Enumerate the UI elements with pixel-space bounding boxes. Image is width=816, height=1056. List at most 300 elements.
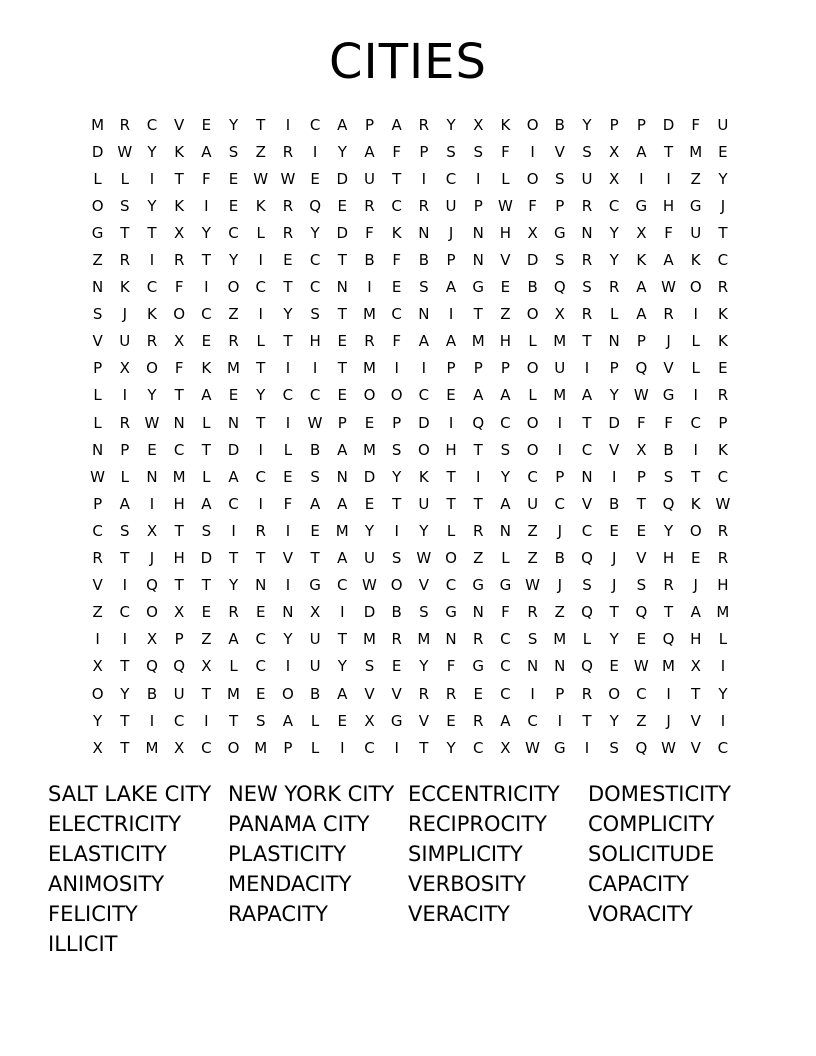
- word-list-item: PANAMA CITY: [228, 812, 370, 836]
- grid-letter: V: [418, 711, 429, 730]
- grid-letter: A: [119, 494, 130, 513]
- grid-letter: X: [174, 332, 185, 351]
- grid-letter: P: [636, 115, 646, 134]
- grid-letter: G: [309, 576, 321, 595]
- grid-letter: T: [473, 440, 483, 459]
- grid-letter: P: [718, 413, 728, 432]
- grid-letter: E: [201, 115, 212, 134]
- grid-letter: S: [391, 440, 402, 459]
- grid-letter: M: [227, 684, 240, 703]
- grid-letter: Z: [527, 521, 538, 540]
- grid-letter: M: [662, 657, 675, 676]
- grid-letter: W: [362, 576, 377, 595]
- grid-letter: Q: [173, 657, 186, 676]
- grid-letter: G: [472, 278, 485, 297]
- grid-letter: R: [663, 576, 674, 595]
- word-list-item: RECIPROCITY: [408, 812, 548, 836]
- grid-row: [84, 274, 744, 301]
- grid-letter: C: [690, 413, 701, 432]
- grid-letter: E: [337, 711, 348, 730]
- grid-letter: Y: [228, 115, 239, 134]
- grid-letter: A: [228, 630, 239, 649]
- grid-letter: L: [93, 413, 102, 432]
- grid-letter: N: [581, 223, 593, 242]
- grid-letter: X: [609, 142, 620, 161]
- grid-letter: F: [365, 223, 374, 242]
- grid-letter: Q: [635, 359, 648, 378]
- grid-letter: P: [473, 359, 483, 378]
- grid-letter: O: [390, 576, 403, 595]
- grid-letter: O: [227, 738, 240, 757]
- grid-letter: O: [689, 521, 702, 540]
- grid-letter: P: [446, 251, 456, 270]
- grid-letter: S: [446, 142, 456, 161]
- grid-letter: Q: [635, 738, 648, 757]
- grid-letter: T: [201, 440, 211, 459]
- word-list-item: PLASTICITY: [228, 842, 347, 866]
- grid-letter: I: [285, 115, 291, 134]
- word-list: [48, 779, 768, 959]
- grid-letter: T: [120, 738, 130, 757]
- grid-letter: T: [283, 332, 293, 351]
- grid-letter: P: [174, 630, 184, 649]
- grid-letter: O: [526, 115, 539, 134]
- grid-letter: E: [690, 549, 701, 568]
- grid-letter: R: [364, 332, 375, 351]
- grid-letter: E: [337, 332, 348, 351]
- grid-letter: C: [717, 738, 729, 757]
- word-list-item: ELECTRICITY: [48, 812, 182, 836]
- grid-letter: T: [174, 576, 184, 595]
- grid-letter: G: [472, 657, 485, 676]
- grid-letter: I: [720, 711, 726, 730]
- grid-letter: O: [445, 549, 457, 568]
- grid-letter: N: [472, 223, 484, 242]
- grid-letter: Z: [92, 251, 103, 270]
- grid-letter: B: [554, 115, 565, 134]
- grid-letter: U: [418, 494, 430, 513]
- grid-letter: O: [526, 169, 539, 188]
- grid-letter: S: [609, 738, 619, 757]
- grid-letter: B: [609, 494, 620, 513]
- grid-letter: K: [717, 305, 728, 324]
- grid-letter: A: [445, 278, 457, 297]
- grid-letter: C: [500, 630, 511, 649]
- grid-letter: F: [637, 413, 646, 432]
- grid-letter: I: [720, 657, 726, 676]
- grid-letter: R: [92, 549, 103, 568]
- grid-letter: W: [90, 467, 106, 486]
- grid-row: [84, 111, 744, 138]
- grid-letter: E: [201, 603, 212, 622]
- grid-letter: A: [581, 386, 593, 405]
- grid-row: [84, 165, 744, 192]
- word-list-item: DOMESTICITY: [588, 782, 731, 806]
- grid-letter: O: [227, 278, 240, 297]
- grid-letter: T: [256, 359, 266, 378]
- grid-letter: I: [258, 305, 263, 324]
- grid-letter: T: [228, 549, 239, 568]
- grid-letter: Y: [718, 684, 728, 703]
- grid-letter: C: [554, 494, 566, 513]
- grid-letter: E: [391, 278, 402, 297]
- grid-letter: A: [282, 711, 294, 730]
- grid-letter: S: [92, 305, 103, 324]
- grid-letter: Q: [581, 549, 593, 568]
- grid-letter: W: [253, 169, 269, 188]
- grid-letter: R: [418, 115, 430, 134]
- grid-letter: E: [718, 142, 728, 161]
- grid-letter: S: [582, 278, 592, 297]
- grid-letter: E: [283, 467, 293, 486]
- grid-letter: A: [309, 494, 321, 513]
- grid-letter: I: [204, 278, 209, 297]
- grid-letter: C: [527, 711, 538, 730]
- grid-letter: L: [310, 711, 320, 730]
- grid-letter: M: [145, 738, 159, 757]
- grid-letter: O: [91, 196, 104, 215]
- grid-letter: Y: [582, 115, 592, 134]
- grid-letter: F: [446, 657, 456, 676]
- grid-letter: Y: [147, 142, 157, 161]
- grid-letter: I: [557, 440, 562, 459]
- grid-letter: J: [448, 223, 454, 242]
- grid-letter: A: [337, 684, 348, 703]
- grid-letter: V: [636, 549, 647, 568]
- grid-letter: C: [255, 278, 266, 297]
- grid-letter: S: [364, 657, 375, 676]
- grid-letter: O: [363, 386, 376, 405]
- grid-letter: M: [417, 630, 431, 649]
- grid-letter: W: [497, 196, 513, 215]
- grid-letter: I: [285, 359, 291, 378]
- grid-letter: F: [501, 142, 510, 161]
- grid-letter: N: [173, 413, 185, 432]
- grid-letter: Y: [609, 711, 619, 730]
- grid-letter: M: [553, 386, 567, 405]
- grid-letter: G: [91, 223, 104, 242]
- grid-letter: R: [717, 549, 729, 568]
- grid-letter: Y: [446, 738, 456, 757]
- grid-letter: V: [690, 738, 701, 757]
- grid-letter: R: [581, 251, 593, 270]
- grid-letter: Q: [553, 278, 566, 297]
- grid-letter: R: [228, 603, 239, 622]
- word-list-item: SALT LAKE CITY: [48, 782, 212, 806]
- grid-letter: L: [283, 440, 293, 459]
- grid-letter: C: [418, 386, 430, 405]
- grid-letter: U: [363, 169, 375, 188]
- grid-row: [84, 490, 744, 517]
- grid-row: [84, 436, 744, 463]
- grid-letter: P: [364, 115, 374, 134]
- grid-letter: L: [93, 169, 102, 188]
- grid-letter: X: [636, 223, 647, 242]
- word-list-item: MENDACITY: [228, 872, 352, 896]
- grid-letter: I: [530, 142, 535, 161]
- grid-letter: U: [309, 630, 321, 649]
- grid-letter: I: [340, 738, 345, 757]
- grid-letter: W: [416, 549, 432, 568]
- grid-letter: E: [364, 494, 375, 513]
- grid-letter: M: [254, 738, 268, 757]
- grid-letter: Z: [500, 305, 511, 324]
- grid-letter: I: [312, 359, 318, 378]
- grid-letter: T: [337, 630, 347, 649]
- grid-letter: V: [418, 576, 429, 595]
- grid-letter: S: [310, 467, 320, 486]
- grid-letter: B: [309, 440, 321, 459]
- grid-letter: C: [255, 657, 266, 676]
- grid-letter: C: [146, 278, 158, 297]
- grid-letter: E: [364, 413, 375, 432]
- grid-letter: T: [337, 305, 347, 324]
- grid-letter: L: [120, 467, 129, 486]
- grid-letter: S: [582, 576, 592, 595]
- grid-letter: T: [419, 738, 429, 757]
- word-list-item: ANIMOSITY: [48, 872, 165, 896]
- grid-letter: Y: [392, 467, 402, 486]
- grid-letter: J: [666, 332, 671, 351]
- grid-letter: S: [419, 278, 429, 297]
- grid-letter: N: [418, 305, 430, 324]
- grid-letter: F: [174, 278, 184, 297]
- grid-letter: I: [204, 711, 209, 730]
- grid-letter: P: [609, 359, 619, 378]
- grid-letter: Y: [663, 521, 674, 540]
- grid-row: [84, 328, 744, 355]
- grid-letter: M: [689, 142, 703, 161]
- grid-letter: D: [662, 115, 675, 134]
- grid-letter: P: [636, 332, 646, 351]
- grid-letter: C: [581, 440, 593, 459]
- grid-letter: R: [581, 196, 593, 215]
- grid-letter: Y: [283, 630, 293, 649]
- grid-letter: A: [636, 142, 647, 161]
- grid-letter: C: [173, 440, 185, 459]
- grid-letter: P: [283, 738, 293, 757]
- grid-letter: R: [418, 684, 430, 703]
- grid-letter: R: [581, 684, 593, 703]
- grid-letter: C: [146, 115, 158, 134]
- grid-letter: C: [364, 738, 375, 757]
- grid-letter: Y: [609, 386, 619, 405]
- grid-letter: V: [609, 440, 620, 459]
- grid-letter: E: [283, 251, 293, 270]
- grid-letter: U: [554, 359, 566, 378]
- grid-letter: X: [201, 657, 212, 676]
- grid-letter: B: [364, 251, 375, 270]
- grid-letter: W: [525, 576, 541, 595]
- grid-letter: O: [146, 603, 158, 622]
- grid-letter: C: [500, 657, 511, 676]
- grid-letter: R: [282, 223, 294, 242]
- grid-letter: C: [717, 467, 729, 486]
- grid-letter: E: [500, 278, 511, 297]
- grid-letter: J: [557, 521, 562, 540]
- grid-letter: R: [255, 521, 266, 540]
- grid-letter: G: [553, 738, 566, 757]
- grid-letter: W: [307, 413, 323, 432]
- letter-grid: [84, 111, 744, 761]
- grid-letter: A: [391, 115, 402, 134]
- grid-letter: H: [690, 630, 702, 649]
- grid-letter: I: [258, 494, 263, 513]
- grid-letter: I: [666, 684, 671, 703]
- grid-letter: V: [364, 684, 375, 703]
- grid-letter: B: [418, 251, 429, 270]
- grid-letter: H: [499, 332, 512, 351]
- grid-letter: A: [636, 278, 647, 297]
- grid-letter: R: [663, 305, 674, 324]
- grid-letter: Q: [662, 494, 675, 513]
- grid-letter: D: [336, 223, 349, 242]
- grid-letter: D: [336, 169, 349, 188]
- grid-letter: C: [472, 738, 484, 757]
- grid-letter: X: [174, 738, 185, 757]
- grid-letter: S: [473, 142, 483, 161]
- grid-letter: Y: [337, 142, 347, 161]
- grid-letter: I: [666, 169, 671, 188]
- grid-letter: U: [690, 223, 702, 242]
- grid-letter: A: [201, 386, 212, 405]
- grid-letter: K: [174, 142, 185, 161]
- word-list-item: FELICITY: [48, 902, 138, 926]
- grid-letter: N: [472, 251, 484, 270]
- grid-letter: L: [582, 630, 592, 649]
- grid-letter: C: [201, 738, 212, 757]
- grid-letter: M: [362, 630, 376, 649]
- grid-letter: Q: [146, 657, 158, 676]
- grid-letter: T: [691, 467, 701, 486]
- grid-letter: O: [608, 684, 621, 703]
- grid-letter: N: [499, 521, 512, 540]
- grid-letter: E: [636, 521, 647, 540]
- grid-letter: U: [527, 494, 539, 513]
- grid-letter: C: [445, 576, 457, 595]
- grid-letter: I: [149, 251, 155, 270]
- grid-letter: M: [362, 440, 376, 459]
- grid-letter: T: [718, 223, 728, 242]
- grid-letter: Z: [690, 169, 701, 188]
- grid-letter: D: [418, 413, 430, 432]
- grid-letter: C: [636, 684, 647, 703]
- grid-letter: U: [581, 169, 593, 188]
- grid-letter: E: [718, 359, 728, 378]
- grid-letter: A: [418, 332, 429, 351]
- grid-letter: W: [633, 386, 649, 405]
- grid-letter: M: [362, 305, 376, 324]
- grid-letter: A: [473, 386, 484, 405]
- grid-letter: L: [93, 386, 102, 405]
- grid-letter: I: [312, 142, 318, 161]
- grid-letter: I: [639, 169, 644, 188]
- grid-letter: I: [611, 467, 617, 486]
- grid-letter: C: [581, 521, 593, 540]
- grid-letter: T: [147, 223, 157, 242]
- grid-letter: K: [119, 278, 130, 297]
- grid-letter: N: [608, 332, 620, 351]
- grid-letter: I: [693, 386, 698, 405]
- grid-letter: T: [691, 684, 701, 703]
- grid-letter: X: [309, 603, 321, 622]
- grid-letter: Z: [228, 305, 239, 324]
- grid-letter: V: [690, 711, 701, 730]
- grid-letter: T: [310, 549, 320, 568]
- grid-letter: G: [472, 576, 485, 595]
- grid-letter: E: [609, 521, 619, 540]
- grid-letter: Y: [283, 305, 293, 324]
- grid-letter: X: [500, 738, 511, 757]
- grid-letter: S: [419, 603, 429, 622]
- grid-letter: H: [445, 440, 457, 459]
- grid-letter: R: [119, 251, 130, 270]
- grid-letter: V: [282, 549, 294, 568]
- grid-letter: I: [421, 359, 427, 378]
- grid-letter: N: [227, 413, 240, 432]
- grid-letter: Y: [609, 630, 619, 649]
- grid-letter: B: [663, 440, 674, 459]
- grid-letter: X: [174, 603, 185, 622]
- grid-letter: T: [582, 413, 592, 432]
- grid-letter: P: [392, 413, 402, 432]
- grid-letter: C: [228, 223, 239, 242]
- grid-letter: G: [445, 603, 457, 622]
- grid-letter: L: [446, 521, 456, 540]
- grid-letter: J: [149, 549, 155, 568]
- grid-letter: L: [528, 386, 537, 405]
- grid-letter: C: [500, 684, 511, 703]
- grid-letter: A: [201, 142, 212, 161]
- grid-row: [84, 192, 744, 219]
- grid-letter: C: [201, 305, 212, 324]
- grid-letter: X: [473, 115, 484, 134]
- grid-letter: W: [144, 413, 160, 432]
- grid-letter: D: [363, 467, 376, 486]
- grid-letter: H: [662, 549, 675, 568]
- grid-letter: C: [527, 467, 538, 486]
- grid-row: [84, 219, 744, 246]
- grid-letter: I: [122, 386, 127, 405]
- grid-letter: T: [473, 305, 483, 324]
- grid-letter: L: [256, 332, 265, 351]
- grid-letter: A: [337, 494, 348, 513]
- grid-letter: S: [310, 305, 320, 324]
- grid-letter: V: [92, 576, 103, 595]
- grid-letter: Q: [472, 413, 485, 432]
- grid-letter: W: [525, 738, 541, 757]
- grid-letter: J: [720, 196, 726, 215]
- grid-letter: V: [174, 115, 185, 134]
- grid-letter: T: [337, 251, 347, 270]
- grid-letter: G: [553, 223, 566, 242]
- grid-letter: W: [661, 278, 676, 297]
- grid-letter: K: [500, 115, 511, 134]
- grid-letter: E: [337, 196, 348, 215]
- grid-letter: I: [258, 251, 263, 270]
- grid-letter: E: [228, 169, 239, 188]
- grid-letter: T: [201, 251, 211, 270]
- grid-letter: J: [666, 711, 671, 730]
- word-list-item: ILLICIT: [48, 932, 118, 956]
- grid-letter: I: [476, 169, 481, 188]
- grid-letter: I: [258, 440, 263, 459]
- grid-letter: A: [337, 440, 348, 459]
- grid-letter: D: [91, 142, 104, 161]
- grid-letter: T: [201, 684, 211, 703]
- grid-letter: C: [255, 467, 266, 486]
- grid-letter: S: [555, 169, 565, 188]
